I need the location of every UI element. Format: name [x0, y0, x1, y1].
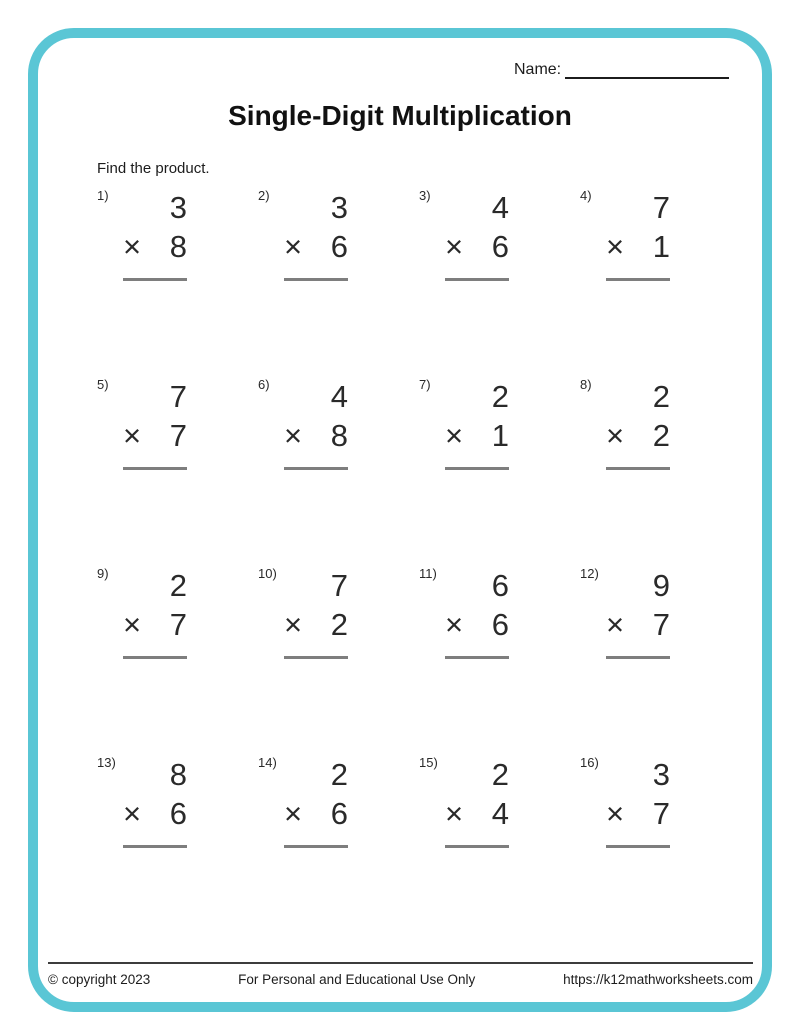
multiplier: 6 — [330, 229, 348, 264]
multiplicand: 3 — [652, 757, 670, 792]
multiplier: 2 — [330, 607, 348, 642]
problem-5 — [97, 375, 258, 564]
problem-body — [606, 377, 670, 470]
answer-line[interactable] — [123, 648, 187, 659]
multiplier: 2 — [652, 418, 670, 453]
answer-line[interactable] — [123, 270, 187, 281]
problem-body — [284, 566, 348, 659]
multiplier-row — [606, 417, 670, 455]
multiply-sign-icon: × — [284, 796, 303, 831]
multiply-sign-icon: × — [606, 418, 625, 453]
multiplier: 6 — [491, 607, 509, 642]
footer-website-url: https://k12mathworksheets.com — [563, 972, 753, 987]
problem-number: 3) — [419, 188, 431, 203]
problem-6 — [258, 375, 419, 564]
multiply-sign-icon: × — [606, 229, 625, 264]
problem-13 — [97, 753, 258, 942]
problem-number: 4) — [580, 188, 592, 203]
footer — [48, 972, 753, 987]
multiplicand: 3 — [169, 190, 187, 225]
multiplier: 7 — [169, 607, 187, 642]
problem-8 — [580, 375, 741, 564]
multiplier-row — [606, 795, 670, 833]
footer-usage-text: For Personal and Educational Use Only — [238, 972, 476, 987]
multiplier: 7 — [652, 796, 670, 831]
name-label: Name: — [514, 61, 562, 78]
problem-11 — [419, 564, 580, 753]
problem-body — [123, 188, 187, 281]
multiply-sign-icon: × — [445, 607, 464, 642]
multiplier: 8 — [330, 418, 348, 453]
multiplier-row — [445, 417, 509, 455]
problem-number: 16) — [580, 755, 599, 770]
problem-body — [606, 566, 670, 659]
answer-line[interactable] — [284, 648, 348, 659]
problem-1 — [97, 186, 258, 375]
problem-body — [606, 188, 670, 281]
answer-line[interactable] — [284, 459, 348, 470]
multiplier-row — [123, 228, 187, 266]
multiplier: 8 — [169, 229, 187, 264]
problem-number: 9) — [97, 566, 109, 581]
multiplicand: 4 — [330, 379, 348, 414]
multiplicand: 2 — [491, 757, 509, 792]
multiplier: 7 — [169, 418, 187, 453]
problem-body — [606, 755, 670, 848]
multiply-sign-icon: × — [445, 796, 464, 831]
multiply-sign-icon: × — [123, 418, 142, 453]
problem-7 — [419, 375, 580, 564]
multiplier-row — [123, 795, 187, 833]
problem-10 — [258, 564, 419, 753]
problem-4 — [580, 186, 741, 375]
problem-number: 8) — [580, 377, 592, 392]
multiplicand: 2 — [330, 757, 348, 792]
multiply-sign-icon: × — [606, 607, 625, 642]
multiplier-row — [123, 417, 187, 455]
problem-number: 13) — [97, 755, 116, 770]
multiply-sign-icon: × — [123, 229, 142, 264]
footer-copyright: © copyright 2023 — [48, 972, 151, 987]
answer-line[interactable] — [123, 459, 187, 470]
problem-number: 7) — [419, 377, 431, 392]
multiplier: 1 — [652, 229, 670, 264]
multiplicand: 4 — [491, 190, 509, 225]
problem-body — [123, 566, 187, 659]
problem-16 — [580, 753, 741, 942]
multiplier-row — [284, 228, 348, 266]
multiply-sign-icon: × — [445, 418, 464, 453]
problem-body — [445, 755, 509, 848]
answer-line[interactable] — [445, 648, 509, 659]
multiply-sign-icon: × — [606, 796, 625, 831]
problem-number: 11) — [419, 566, 437, 581]
multiplicand: 7 — [652, 190, 670, 225]
answer-line[interactable] — [284, 837, 348, 848]
multiplier-row — [284, 417, 348, 455]
multiplier-row — [445, 606, 509, 644]
problem-3 — [419, 186, 580, 375]
multiplier-row — [606, 228, 670, 266]
problem-body — [445, 566, 509, 659]
multiplier-row — [445, 795, 509, 833]
multiplicand: 3 — [330, 190, 348, 225]
answer-line[interactable] — [445, 270, 509, 281]
problem-number: 12) — [580, 566, 599, 581]
multiplier: 6 — [169, 796, 187, 831]
multiply-sign-icon: × — [284, 418, 303, 453]
footer-divider — [48, 962, 753, 964]
problem-body — [284, 755, 348, 848]
multiplicand: 2 — [491, 379, 509, 414]
name-fill-in-line[interactable] — [565, 60, 729, 79]
problem-number: 14) — [258, 755, 277, 770]
multiplier-row — [123, 606, 187, 644]
problem-number: 6) — [258, 377, 270, 392]
multiplier: 4 — [491, 796, 509, 831]
problem-body — [284, 188, 348, 281]
problem-number: 10) — [258, 566, 277, 581]
problem-number: 5) — [97, 377, 109, 392]
answer-line[interactable] — [606, 648, 670, 659]
multiplicand: 8 — [169, 757, 187, 792]
multiplier: 7 — [652, 607, 670, 642]
problem-body — [123, 755, 187, 848]
multiplicand: 9 — [652, 568, 670, 603]
problem-12 — [580, 564, 741, 753]
problem-body — [284, 377, 348, 470]
problem-14 — [258, 753, 419, 942]
problem-body — [123, 377, 187, 470]
multiplicand: 7 — [169, 379, 187, 414]
name-row — [514, 60, 729, 79]
multiply-sign-icon: × — [284, 229, 303, 264]
multiplier-row — [284, 795, 348, 833]
problem-body — [445, 377, 509, 470]
answer-line[interactable] — [606, 459, 670, 470]
problem-number: 2) — [258, 188, 270, 203]
multiplier-row — [606, 606, 670, 644]
answer-line[interactable] — [445, 837, 509, 848]
multiplicand: 7 — [330, 568, 348, 603]
multiplier: 1 — [491, 418, 509, 453]
answer-line[interactable] — [445, 459, 509, 470]
answer-line[interactable] — [284, 270, 348, 281]
multiplicand: 2 — [169, 568, 187, 603]
problems-grid — [97, 186, 741, 942]
multiply-sign-icon: × — [284, 607, 303, 642]
instruction-text: Find the product. — [97, 160, 210, 177]
problem-number: 1) — [97, 188, 109, 203]
multiply-sign-icon: × — [123, 796, 142, 831]
problem-2 — [258, 186, 419, 375]
answer-line[interactable] — [606, 837, 670, 848]
problem-body — [445, 188, 509, 281]
multiplier-row — [445, 228, 509, 266]
multiply-sign-icon: × — [445, 229, 464, 264]
multiply-sign-icon: × — [123, 607, 142, 642]
problem-15 — [419, 753, 580, 942]
problem-number: 15) — [419, 755, 438, 770]
multiplicand: 6 — [491, 568, 509, 603]
multiplier: 6 — [330, 796, 348, 831]
multiplier-row — [284, 606, 348, 644]
page-title: Single-Digit Multiplication — [228, 100, 572, 131]
multiplicand: 2 — [652, 379, 670, 414]
answer-line[interactable] — [123, 837, 187, 848]
multiplier: 6 — [491, 229, 509, 264]
problem-9 — [97, 564, 258, 753]
answer-line[interactable] — [606, 270, 670, 281]
